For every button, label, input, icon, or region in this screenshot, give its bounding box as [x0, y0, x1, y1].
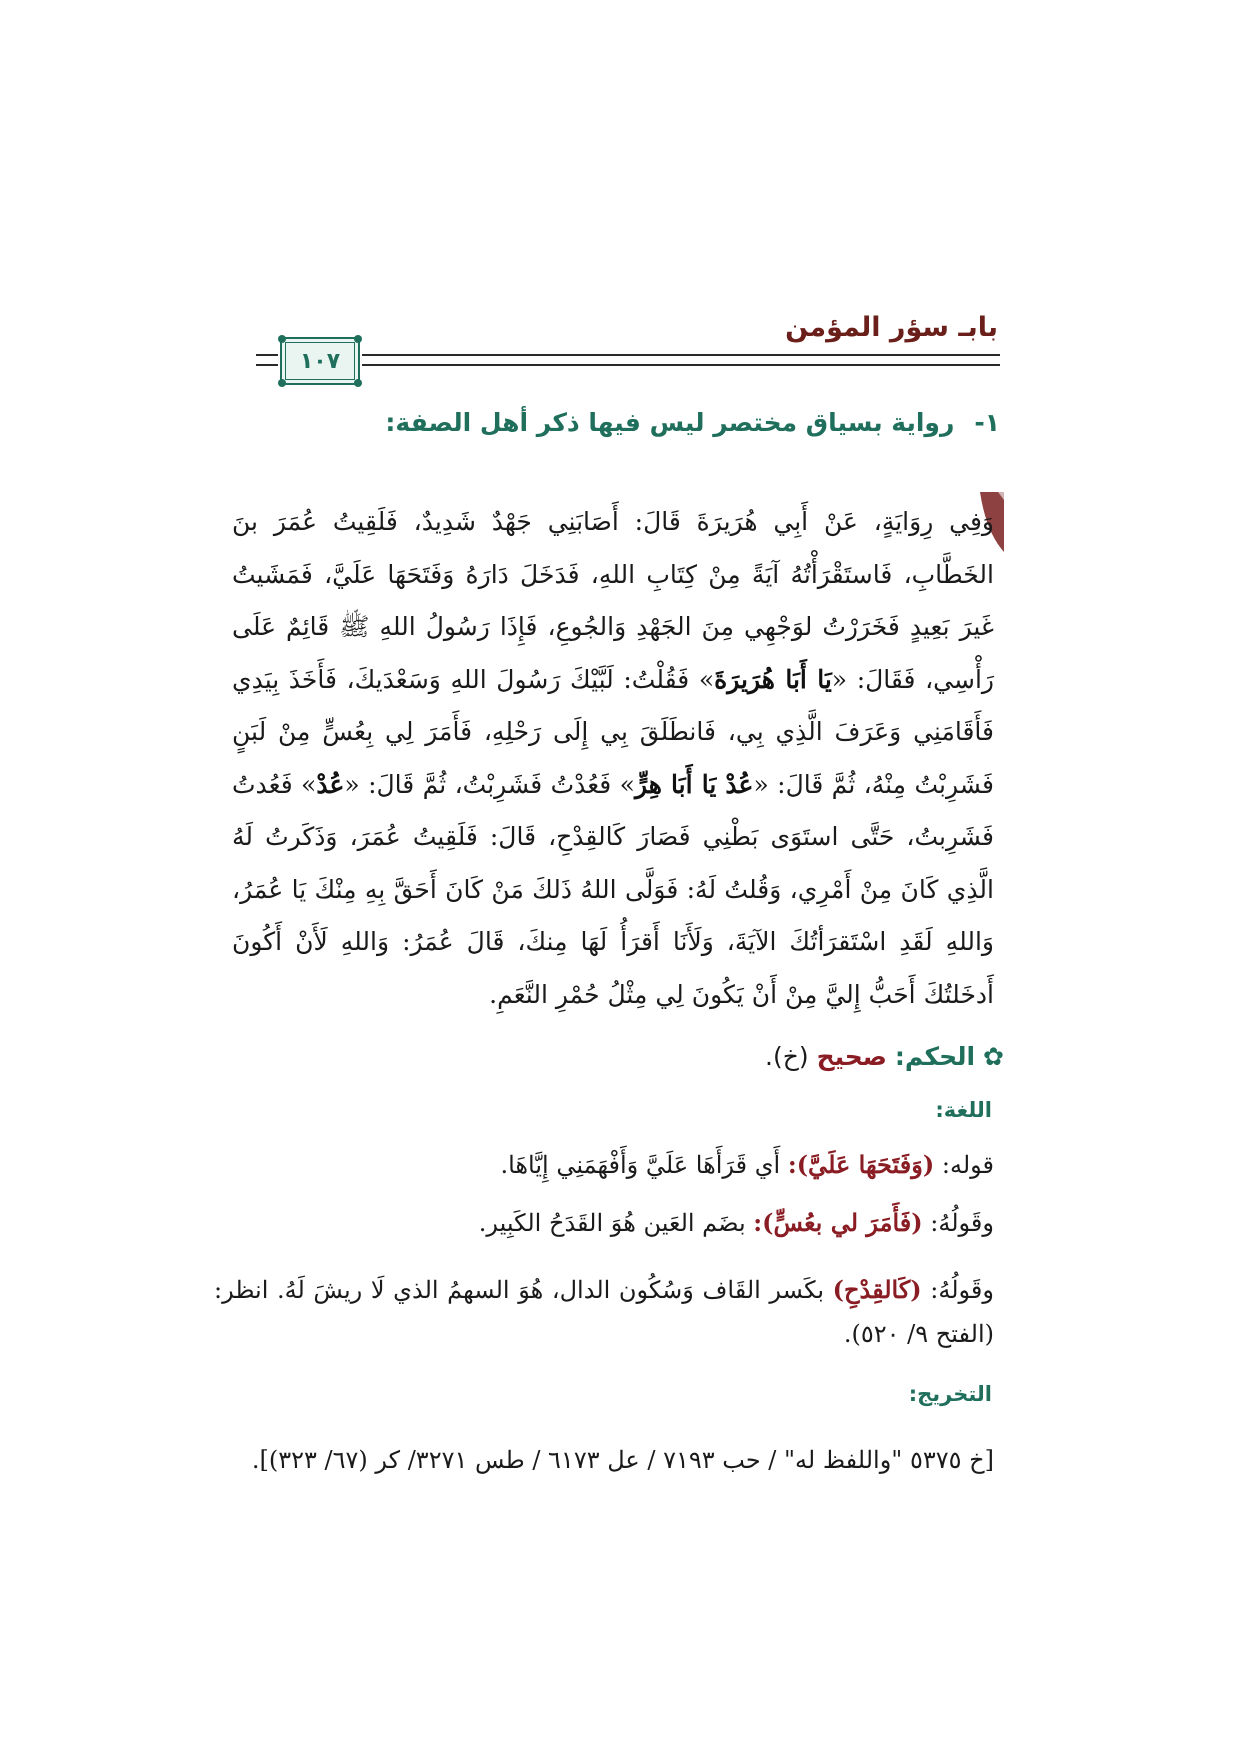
definition-3-text: بكَسر القَاف وَسُكُون الدال، هُوَ السهمُ الذي لَا ريشَ لَهُ. انظر: (الفتح ٩/ ٥٢٠). — [214, 1276, 994, 1348]
takhrij-text: [خ ٥٣٧٥ "واللفظ له" / حب ٧١٩٣ / عل ٦١٧٣ / طس ٣٢٧١/ كر (٦٧/ ٣٢٣)]. — [251, 1446, 994, 1474]
hadith-bold-1: يَا أَبَا هُرَيرَةَ — [714, 664, 832, 694]
definition-2 — [479, 1208, 994, 1237]
ruling-value: صحيح — [816, 1042, 887, 1071]
ruling-line — [765, 1042, 1004, 1071]
flower-icon: ✿ — [983, 1042, 1004, 1071]
definition-1-prefix: قوله: — [941, 1151, 994, 1179]
definition-1 — [500, 1150, 994, 1179]
hadith-bold-2: عُدْ يَا أَبَا هِرٍّ — [634, 769, 754, 799]
ruling-source: (خ). — [765, 1042, 809, 1071]
hadith-text — [232, 496, 994, 1021]
section-heading-text: رواية بسياق مختصر ليس فيها ذكر أهل الصفة: — [385, 408, 955, 437]
definition-2-prefix: وقَولُهُ: — [930, 1209, 994, 1237]
definition-2-term: (فَأَمَرَ لي بعُسٍّ): — [753, 1208, 923, 1237]
takhrij-label: التخريج: — [908, 1382, 992, 1406]
header-rule-left-top — [256, 354, 278, 356]
header-rule-left-bottom — [256, 364, 278, 366]
ruling-label: الحكم: — [894, 1042, 976, 1071]
page-number-badge — [280, 337, 360, 385]
hadith-segment-3: » فَعُدْتُ فَشَرِبْتُ، ثُمَّ قَالَ: « — [344, 769, 635, 799]
definition-3-prefix: وقَولُهُ: — [930, 1276, 994, 1304]
hadith-segment-2: » فَقُلْتُ: لَبَّيْكَ رَسُولَ اللهِ وَسَعْدَيكَ، فَأَخَذَ بِيَدِي فَأَقَامَنِي وَعَرَفَ الَّذِي بِي، فَانطَلَقَ بِي إِلَى رَحْلِهِ، فَأَمَرَ لِي بِعُسٍّ مِنْ لَبَنٍ فَشَرِبْتُ مِنْهُ، ثُمَّ قَالَ: « — [232, 664, 994, 799]
hadith-segment-4: » فَعُدتُ فَشَرِبتُ، حَتَّى استَوَى بَطْنِي فَصَارَ كَالقِدْحِ، قَالَ: فَلَقِيتُ عُمَرَ، وَذَكَرتُ لَهُ الَّذِي كَانَ مِنْ أَمْرِي، وَقُلتُ لَهُ: فَوَلَّى اللهُ ذَلكَ مَنْ كَانَ أَحَقَّ بِهِ مِنْكَ يَا عُمَرُ، وَاللهِ لَقَدِ اسْتَقرَأتُكَ الآيَةَ، وَلَأَنَا أَقرَأُ لَهَا مِنكَ، قَالَ عُمَرُ: وَاللهِ لَأَنْ أَكُونَ أَدخَلتُكَ أَحَبُّ إِليَّ مِنْ أَنْ يَكُونَ لِي مِثْلُ حُمْرِ النَّعَمِ. — [232, 769, 994, 1009]
section-heading — [385, 408, 1000, 437]
chapter-title: بابـ سؤر المؤمن — [785, 312, 998, 343]
definition-1-term: (وَفَتَحَهَا عَلَيَّ): — [787, 1150, 935, 1179]
section-number: ١- — [974, 408, 1000, 437]
hadith-bold-3: عُدْ — [316, 769, 345, 799]
header-rule-right-top — [362, 354, 1000, 356]
definition-3-term: (كَالقِدْحِ) — [832, 1275, 922, 1304]
hadith-segment-1: وَفِي رِوَايَةٍ، عَنْ أَبِي هُرَيرَةَ قَالَ: أَصَابَنِي جَهْدٌ شَدِيدٌ، فَلَقِيتُ عُمَرَ بنَ الخَطَّابِ، فَاستَقْرَأْتُهُ آيَةً مِنْ كِتَابِ اللهِ، فَدَخَلَ دَارَهُ وَفَتَحَهَا عَلَيَّ، فَمَشَيتُ غَيرَ بَعِيدٍ فَخَرَرْتُ لوَجْهِي مِنَ الجَهْدِ وَالجُوعِ، فَإِذَا رَسُولُ اللهِ ﷺ قَائِمٌ عَلَى رَأْسِي، فَقَالَ: « — [232, 507, 994, 694]
header-rule-right-bottom — [362, 364, 1000, 366]
definition-1-text: أَي قَرَأَهَا عَلَيَّ وَأَفْهَمَنِي إِيَّاهَا. — [500, 1151, 781, 1179]
page-number: ١٠٧ — [299, 348, 341, 374]
definition-3 — [214, 1268, 994, 1356]
definition-2-text: بضَم العَين هُوَ القَدَحُ الكَبِير. — [478, 1209, 746, 1237]
lugha-label: اللغة: — [935, 1098, 992, 1122]
